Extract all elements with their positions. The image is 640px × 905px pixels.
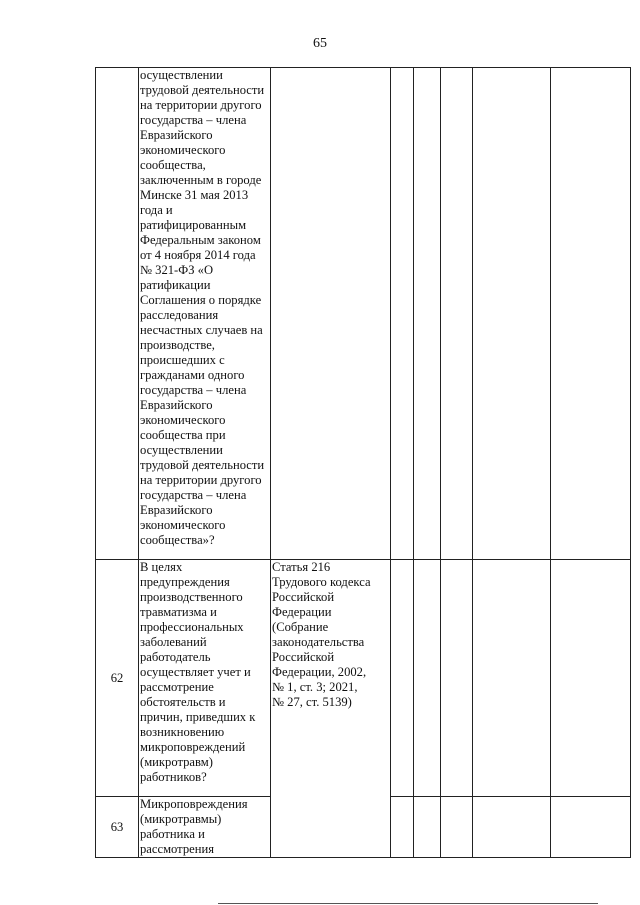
- question-cell: Микроповреждения (микротравмы) работника и рассмотрения: [139, 797, 271, 858]
- table-row: [96, 560, 631, 797]
- checklist-table: [95, 67, 631, 858]
- answer-yes-cell: [391, 560, 414, 797]
- question-cell: осуществлении трудовой деятельности на территории другого государства – члена Евразийского экономического сообщества, заключенным в городе Минске 31 мая 2013 года и ратифицированным Федеральным законом от 4 ноября 2014 года № 321-ФЗ «О ратификации Соглашения о порядке расследования несчастных случаев на производстве, происшедших с гражданами одного государства – члена Евразийского экономического сообщества при осуществлении трудовой деятельности на территории другого государства – члена Евразийского экономического сообщества»?: [139, 68, 271, 560]
- answer-na-cell: [441, 68, 473, 560]
- answer-no-cell: [414, 560, 441, 797]
- row-number-cell: [96, 68, 139, 560]
- table-row: [96, 68, 631, 560]
- notes-cell: [551, 797, 631, 858]
- page-number: 65: [313, 36, 327, 51]
- reference-cell: Статья 216 Трудового кодекса Российской Федерации (Собрание законодательства Российской Федерации, 2002, № 1, ст. 3; 2021, № 27, ст. 5139): [271, 560, 391, 858]
- reference-cell: [271, 68, 391, 560]
- answer-yes-cell: [391, 797, 414, 858]
- scan-edge-line: [218, 903, 598, 904]
- answer-na-cell: [441, 560, 473, 797]
- answer-no-cell: [414, 797, 441, 858]
- remarks-cell: [473, 560, 551, 797]
- notes-cell: [551, 68, 631, 560]
- row-number-cell: 63: [96, 797, 139, 858]
- remarks-cell: [473, 797, 551, 858]
- answer-na-cell: [441, 797, 473, 858]
- answer-yes-cell: [391, 68, 414, 560]
- notes-cell: [551, 560, 631, 797]
- remarks-cell: [473, 68, 551, 560]
- question-cell: В целях предупреждения производственного травматизма и профессиональных заболеваний работодатель осуществляет учет и рассмотрение обстоятельств и причин, приведших к возникновению микроповреждений (микротравм) работников?: [139, 560, 271, 797]
- answer-no-cell: [414, 68, 441, 560]
- row-number-cell: 62: [96, 560, 139, 797]
